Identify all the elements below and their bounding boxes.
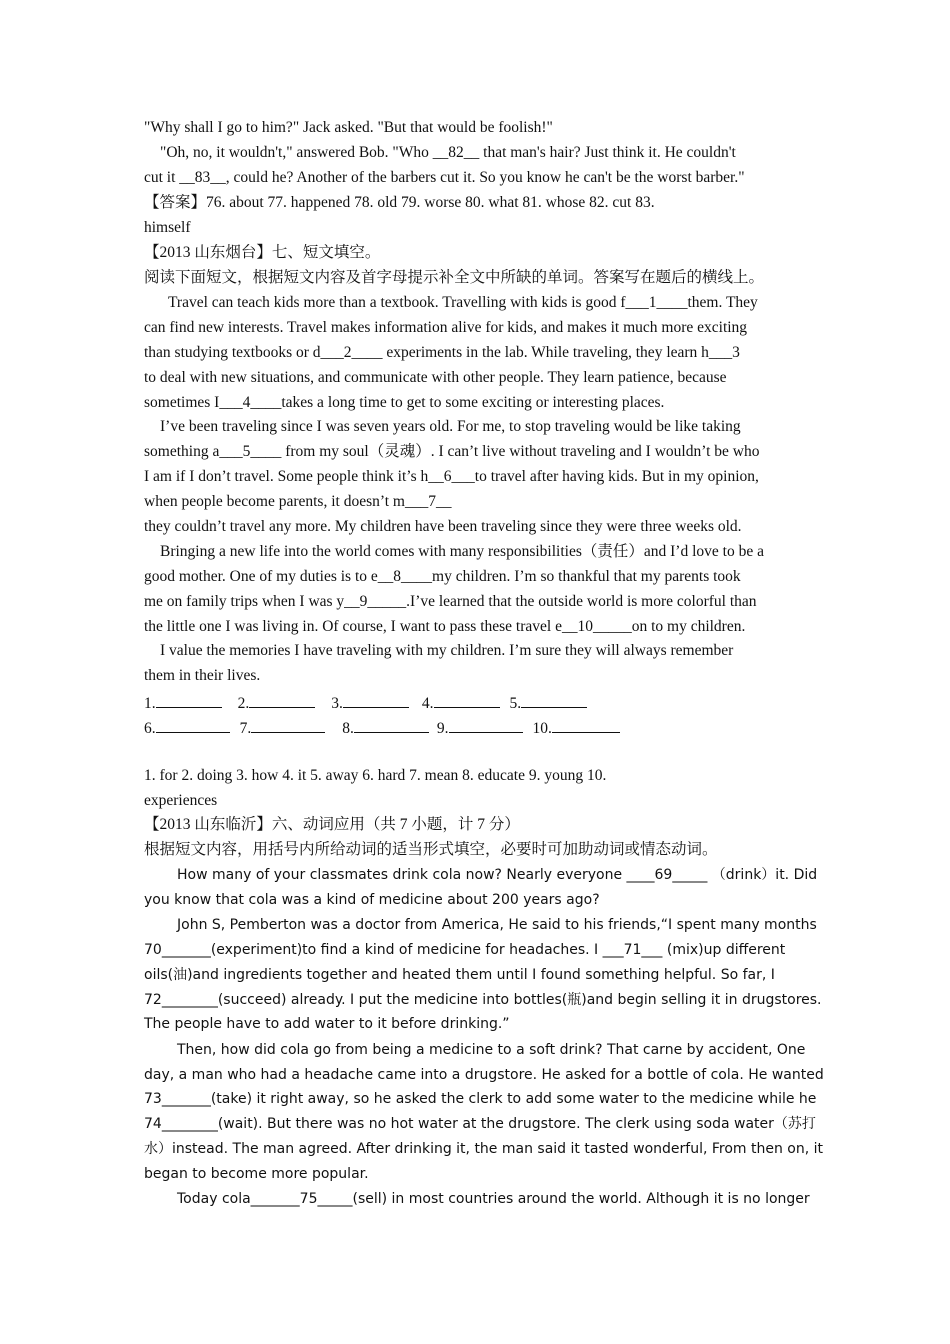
text-line: to deal with new situations, and communicate with other people. They learn patience, because <box>144 369 727 386</box>
text-line: Bringing a new life into the world comes with many responsibilities（责任）and I’d love to be a <box>160 543 764 560</box>
text-line: 74________(wait). But there was no hot water at the drugstore. The clerk using soda water（苏打 <box>144 1116 816 1132</box>
text-line: them in their lives. <box>144 667 261 684</box>
answer-blank-item: 9. <box>437 716 523 739</box>
text-line: can find new interests. Travel makes information alive for kids, and makes it much more exciting <box>144 319 748 336</box>
text-line: good mother. One of my duties is to e__8____my children. I’m so thankful that my parents took <box>144 568 741 585</box>
text-line: "Oh, no, it wouldn't," answered Bob. "Who __82__ that man's hair? Just think it. He couldn't <box>160 144 736 161</box>
answer-line: 【答案】76. about 77. happened 78. old 79. worse 80. what 81. whose 82. cut 83. <box>144 194 655 211</box>
answer-blank[interactable] <box>552 716 620 733</box>
answer-blank[interactable] <box>251 716 325 733</box>
section-heading: 【2013 山东烟台】七、短文填空。 <box>144 244 381 261</box>
text-line: cut it __83__, could he? Another of the barbers cut it. So you know he can't be the worst barber." <box>144 169 745 186</box>
text-line: Today cola_______75_____(sell) in most countries around the world. Although it is no longer <box>177 1191 810 1207</box>
answer-blank[interactable] <box>354 716 429 733</box>
answer-blank[interactable] <box>156 716 230 733</box>
text-line: sometimes I___4____takes a long time to get to some exciting or interesting places. <box>144 394 665 411</box>
text-line: me on family trips when I was y__9_____.I’ve learned that the outside world is more colorful than <box>144 593 757 610</box>
answer-blank-item: 7. <box>240 716 326 739</box>
text-line: John S, Pemberton was a doctor from America, He said to his friends,“I spent many months <box>177 917 817 933</box>
section-heading: 【2013 山东临沂】六、动词应用（共 7 小题，计 7 分） <box>144 816 520 833</box>
text-line: Travel can teach kids more than a textbook. Travelling with kids is good f___1____them. They <box>168 294 758 311</box>
text-line: I value the memories I have traveling with my children. I’m sure they will always remember <box>160 642 734 659</box>
instructions: 阅读下面短文，根据短文内容及首字母提示补全文中所缺的单词。答案写在题后的横线上。 <box>144 269 765 286</box>
text-line: when people become parents, it doesn’t m___7__ <box>144 493 452 510</box>
text-line: The people have to add water to it before drinking.” <box>144 1016 510 1032</box>
answer-blank-item: 6. <box>144 716 230 739</box>
answer-blank-item: 1. <box>144 691 222 714</box>
text-line: I’ve been traveling since I was seven years old. For me, to stop traveling would be like taking <box>160 418 741 435</box>
answer-blank-row-1 <box>144 691 587 714</box>
text-line: 73_______(take) it right away, so he asked the clerk to add some water to the medicine while he <box>144 1091 817 1107</box>
text-line: you know that cola was a kind of medicine about 200 years ago? <box>144 892 600 908</box>
answer-blank[interactable] <box>156 691 222 708</box>
text-line: day, a man who had a headache came into a drugstore. He asked for a bottle of cola. He wanted <box>144 1067 824 1083</box>
answer-line: experiences <box>144 792 218 809</box>
answer-blank-item: 3. <box>331 691 409 714</box>
text-line: 72________(succeed) already. I put the medicine into bottles(瓶)and begin selling it in drugstores. <box>144 992 822 1008</box>
answer-blank[interactable] <box>434 691 500 708</box>
answer-blank-item: 4. <box>422 691 500 714</box>
answer-blank-item: 2. <box>238 691 316 714</box>
text-line: began to become more popular. <box>144 1166 369 1182</box>
answer-line: 1. for 2. doing 3. how 4. it 5. away 6. hard 7. mean 8. educate 9. young 10. <box>144 767 607 784</box>
text-line: Then, how did cola go from being a medicine to a soft drink? That carne by accident, One <box>177 1042 806 1058</box>
text-line: 70_______(experiment)to find a kind of medicine for headaches. I ___71___ (mix)up different <box>144 942 786 958</box>
text-line: they couldn’t travel any more. My children have been traveling since they were three weeks old. <box>144 518 742 535</box>
answer-blank-item: 5. <box>510 691 588 714</box>
text-line: "Why shall I go to him?" Jack asked. "But that would be foolish!" <box>144 119 553 136</box>
text-line: the little one I was living in. Of course, I want to pass these travel e__10_____on to my children. <box>144 618 746 635</box>
answer-blank[interactable] <box>249 691 315 708</box>
answer-blank-item: 8. <box>342 716 429 739</box>
text-line: How many of your classmates drink cola now? Nearly everyone ____69_____ （drink）it. Did <box>177 867 818 883</box>
text-line: I am if I don’t travel. Some people think it’s h__6___to travel after having kids. But in my opinion, <box>144 468 759 485</box>
instructions: 根据短文内容，用括号内所给动词的适当形式填空，必要时可加助动词或情态动词。 <box>144 841 718 858</box>
answer-blank[interactable] <box>343 691 409 708</box>
answer-blank[interactable] <box>521 691 587 708</box>
text-line: 水）instead. The man agreed. After drinking it, the man said it tasted wonderful, From then on, it <box>144 1141 824 1157</box>
text-line: something a___5____ from my soul（灵魂）. I can’t live without traveling and I wouldn’t be who <box>144 443 760 460</box>
answer-line: himself <box>144 219 191 236</box>
answer-blank[interactable] <box>449 716 523 733</box>
answer-blank-item: 10. <box>533 716 620 739</box>
text-line: oils(油)and ingredients together and heated them until I found something helpful. So far, I <box>144 967 775 983</box>
text-line: than studying textbooks or d___2____ experiments in the lab. While traveling, they learn h___3 <box>144 344 740 361</box>
answer-blank-row-2 <box>144 716 620 739</box>
